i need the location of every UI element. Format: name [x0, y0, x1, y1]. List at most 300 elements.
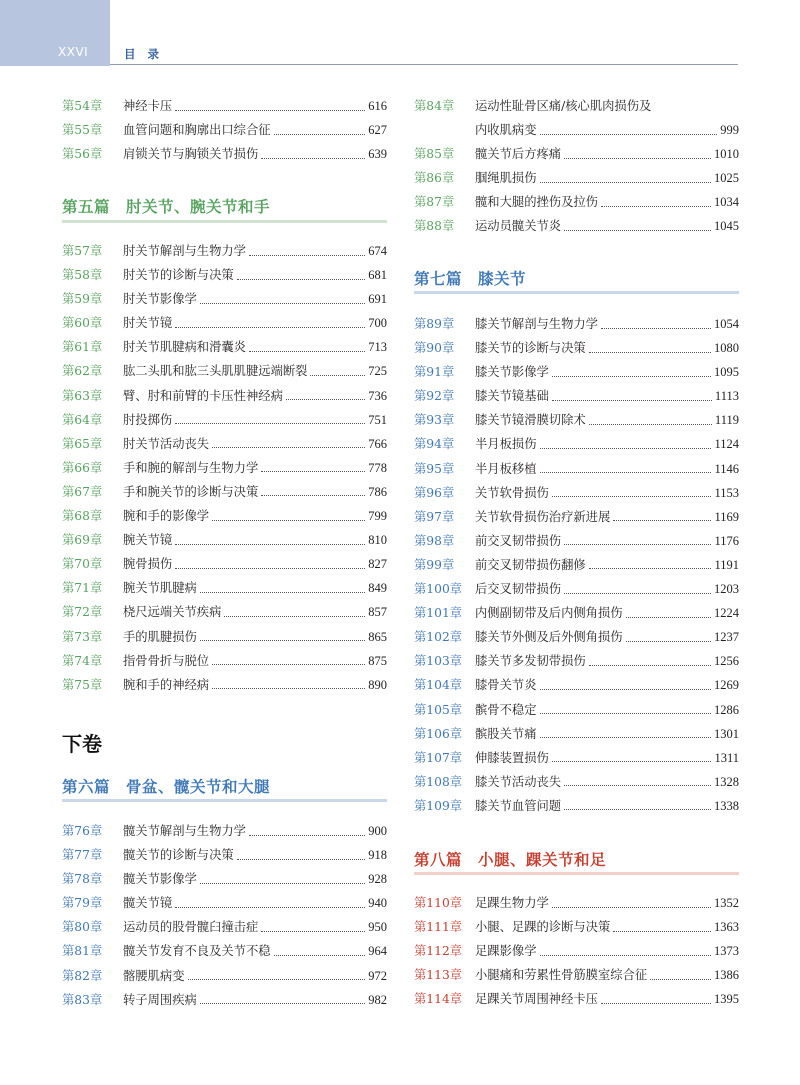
part5-list — [62, 239, 387, 697]
page-ref: 1338 — [714, 798, 739, 813]
toc-entry — [62, 964, 387, 988]
chapter-title: 肘投掷伤 — [123, 412, 173, 427]
chapter-title-continued: 内收肌病变 — [475, 123, 537, 138]
part6-label: 第六篇 — [62, 778, 111, 796]
chapter-number: 第98章 — [414, 533, 455, 548]
chapter-number: 第54章 — [62, 99, 103, 113]
chapter-title: 肘关节的诊断与决策 — [123, 268, 234, 283]
page-ref: 766 — [368, 436, 387, 451]
leader-dots — [564, 809, 711, 810]
page-ref: 1301 — [714, 726, 739, 741]
leader-dots — [175, 568, 365, 569]
chapter-title: 半月板移植 — [475, 461, 537, 476]
toc-entry-continuation — [414, 118, 739, 142]
part8-label: 第八篇 — [414, 851, 463, 869]
leader-dots — [564, 544, 711, 545]
leader-dots — [601, 1003, 711, 1004]
chapter-title: 髂腰肌病变 — [123, 968, 185, 983]
chapter-title: 手的肌腱损伤 — [123, 629, 197, 644]
page-ref: 1034 — [714, 195, 739, 210]
chapter-number: 第84章 — [414, 99, 455, 113]
page-ref: 857 — [368, 605, 387, 620]
part8-heading — [414, 848, 606, 870]
chapter-title: 膝关节外侧及后外侧角损伤 — [475, 630, 623, 645]
chapter-number: 第85章 — [414, 147, 455, 162]
chapter-title: 小腿痛和劳累性骨筋膜室综合征 — [475, 968, 648, 983]
chapter-number: 第111章 — [414, 920, 463, 935]
page-ref: 674 — [368, 244, 387, 258]
leader-dots — [212, 520, 365, 521]
chapter-title: 腕关节镜 — [123, 533, 173, 548]
page-ref: 1113 — [714, 389, 739, 404]
chapter-number: 第62章 — [62, 364, 103, 379]
chapter-number: 第93章 — [414, 413, 455, 428]
page-ref: 786 — [368, 484, 387, 499]
page-ref: 700 — [368, 316, 387, 331]
chapter-number: 第105章 — [414, 702, 463, 717]
part8-name: 小腿、踝关节和足 — [478, 851, 607, 869]
toc-entry — [414, 987, 739, 1011]
chapter-number: 第69章 — [62, 533, 103, 548]
chapter-number: 第65章 — [62, 436, 103, 451]
chapter-number: 第59章 — [62, 292, 103, 307]
page-ref: 639 — [368, 147, 387, 162]
chapter-number: 第83章 — [62, 992, 103, 1007]
chapter-title: 膝关节镜滑膜切除术 — [475, 413, 586, 428]
toc-entry — [414, 481, 739, 505]
toc-entry — [414, 939, 739, 963]
toc-entry — [62, 432, 387, 456]
toc-entry — [62, 528, 387, 552]
page-ref: 1124 — [714, 437, 739, 452]
leader-dots — [200, 303, 365, 304]
toc-entry — [62, 239, 387, 263]
toc-entry — [62, 819, 387, 843]
chapter-title: 膝关节镜基础 — [475, 389, 549, 404]
toc-entry — [62, 263, 387, 287]
leader-dots — [540, 472, 712, 473]
toc-entry — [414, 432, 739, 456]
page-ref: 1286 — [714, 702, 739, 717]
leader-dots — [249, 255, 365, 256]
chapter-number: 第72章 — [62, 605, 103, 620]
toc-entry — [62, 359, 387, 383]
chapter-title: 肘关节解剖与生物力学 — [123, 244, 246, 258]
page-ref: 1025 — [714, 171, 739, 186]
toc-entry — [62, 142, 387, 166]
chapter-number: 第74章 — [62, 653, 103, 668]
chapter-number: 第96章 — [414, 485, 455, 500]
leader-dots — [249, 351, 365, 352]
chapter-number: 第113章 — [414, 968, 463, 983]
leader-dots — [613, 520, 711, 521]
page-ref: 918 — [368, 848, 387, 863]
leader-dots — [601, 206, 711, 207]
leader-dots — [564, 230, 711, 231]
part5-label: 第五篇 — [62, 198, 111, 216]
chapter-title: 肘关节镜 — [123, 316, 173, 331]
chapter-title: 腕和手的影像学 — [123, 509, 210, 524]
chapter-title: 肘关节肌腱病和滑囊炎 — [123, 340, 246, 355]
chapter-number: 第92章 — [414, 389, 455, 404]
chapter-number: 第77章 — [62, 848, 103, 863]
chapter-title: 腕和手的神经病 — [123, 677, 210, 692]
toc-entry — [62, 480, 387, 504]
chapter-title: 腕关节肌腱病 — [123, 581, 197, 596]
chapter-title: 髋关节解剖与生物力学 — [123, 824, 246, 838]
toc-entry — [414, 649, 739, 673]
toc-entry — [414, 577, 739, 601]
part6-name: 骨盆、髋关节和大腿 — [126, 778, 271, 796]
toc-entry — [414, 457, 739, 481]
chapter-number: 第78章 — [62, 872, 103, 887]
chapter-number: 第94章 — [414, 437, 455, 452]
leader-dots — [564, 158, 711, 159]
leader-dots — [540, 448, 712, 449]
leader-dots — [200, 592, 365, 593]
page-ref: 900 — [368, 824, 387, 838]
leader-dots — [540, 182, 712, 183]
toc-entry — [62, 335, 387, 359]
toc-entry — [62, 94, 387, 118]
toc-entry — [414, 698, 739, 722]
page-ref: 799 — [368, 509, 387, 524]
page-ref: 691 — [368, 292, 387, 307]
page-ref: 778 — [368, 460, 387, 475]
chapter-number: 第97章 — [414, 509, 455, 524]
chapter-title: 半月板损伤 — [475, 437, 537, 452]
chapter-number: 第70章 — [62, 557, 103, 572]
part5-underline — [62, 220, 387, 223]
leader-dots — [650, 979, 711, 980]
leader-dots — [540, 955, 712, 956]
chapter-number: 第79章 — [62, 896, 103, 911]
page-ref: 810 — [368, 533, 387, 548]
leader-dots — [552, 761, 712, 762]
leader-dots — [564, 785, 711, 786]
page-ref: 1054 — [714, 317, 739, 331]
chapter-number: 第76章 — [62, 824, 103, 838]
chapter-number: 第89章 — [414, 317, 455, 331]
page-ref: 890 — [368, 677, 387, 692]
page-ref: 1095 — [714, 365, 739, 380]
page-ref: 849 — [368, 581, 387, 596]
part7-label: 第七篇 — [414, 270, 463, 288]
chapter-title: 指骨骨折与脱位 — [123, 653, 210, 668]
toc-entry — [62, 867, 387, 891]
leader-dots — [626, 641, 711, 642]
leader-dots — [552, 376, 711, 377]
toc-entry — [414, 505, 739, 529]
leader-dots — [540, 713, 712, 714]
chapter-title: 前交叉韧带损伤 — [475, 533, 562, 548]
chapter-number: 第103章 — [414, 654, 463, 669]
page-ref: 1395 — [714, 992, 739, 1007]
chapter-number: 第75章 — [62, 677, 103, 692]
page-ref: 1153 — [714, 485, 739, 500]
page-ref: 681 — [368, 268, 387, 283]
page-ref: 964 — [368, 944, 387, 959]
chapter-number: 第55章 — [62, 123, 103, 138]
leader-dots — [589, 568, 712, 569]
page-ref: 950 — [368, 920, 387, 935]
page-number-tab — [0, 0, 110, 66]
chapter-title: 髋和大腿的挫伤及拉伤 — [475, 195, 598, 210]
page-ref: 827 — [368, 557, 387, 572]
chapter-number: 第108章 — [414, 774, 463, 789]
chapter-number: 第60章 — [62, 316, 103, 331]
chapter-number: 第58章 — [62, 268, 103, 283]
chapter-title: 神经卡压 — [123, 99, 173, 113]
leader-dots — [175, 110, 365, 111]
toc-entry — [62, 552, 387, 576]
page-ref: 1363 — [714, 920, 739, 935]
page-ref: 865 — [368, 629, 387, 644]
chapter-title: 膝关节影像学 — [475, 365, 549, 380]
toc-entry — [62, 939, 387, 963]
chapter-title: 肘关节活动丧失 — [123, 436, 210, 451]
page-ref: 616 — [368, 99, 387, 113]
chapter-title: 小腿、足踝的诊断与决策 — [475, 920, 611, 935]
toc-entry — [414, 601, 739, 625]
toc-entry — [414, 142, 739, 166]
leader-dots — [564, 593, 711, 594]
toc-entry — [414, 770, 739, 794]
part7-name: 膝关节 — [478, 270, 527, 288]
chapter-title: 手和腕的解剖与生物力学 — [123, 460, 259, 475]
leader-dots — [175, 544, 365, 545]
chapter-title: 手和腕关节的诊断与决策 — [123, 484, 259, 499]
chapter-number: 第114章 — [414, 992, 463, 1007]
page-ref: 1146 — [714, 461, 739, 476]
leader-dots — [175, 327, 365, 328]
toc-entry — [414, 722, 739, 746]
leader-dots — [310, 375, 365, 376]
toc-entry — [414, 166, 739, 190]
page-ref: 1176 — [714, 533, 739, 548]
chapter-title: 髋关节发育不良及关节不稳 — [123, 944, 271, 959]
chapter-number: 第90章 — [414, 341, 455, 356]
leader-dots — [589, 424, 712, 425]
chapter-number: 第100章 — [414, 582, 463, 597]
toc-entry — [414, 746, 739, 770]
chapter-number: 第82章 — [62, 968, 103, 983]
part6-heading — [62, 775, 270, 797]
leader-dots — [188, 979, 366, 980]
chapter-number: 第66章 — [62, 460, 103, 475]
page-ref: 1080 — [714, 341, 739, 356]
toc-entry — [62, 673, 387, 697]
leader-dots — [589, 352, 711, 353]
chapter-number: 第104章 — [414, 678, 463, 693]
leader-dots — [261, 471, 365, 472]
leader-dots — [540, 134, 718, 135]
leader-dots — [261, 158, 365, 159]
part5-heading — [62, 195, 270, 217]
page-ref: 1269 — [714, 678, 739, 693]
page-ref: 1386 — [714, 968, 739, 983]
leader-dots — [175, 907, 365, 908]
leader-dots — [200, 640, 365, 641]
part7-underline — [414, 291, 739, 294]
chapter-title: 腘绳肌损伤 — [475, 171, 537, 186]
page-ref: 1203 — [714, 582, 739, 597]
toc-entry — [62, 384, 387, 408]
chapter-number: 第95章 — [414, 461, 455, 476]
page-ref: 1237 — [714, 630, 739, 645]
chapter-title: 臂、肘和前臂的卡压性神经病 — [123, 388, 283, 403]
leader-dots — [626, 617, 711, 618]
page-ref: 1256 — [714, 654, 739, 669]
page-ref: 627 — [368, 123, 387, 138]
chapter-number: 第86章 — [414, 171, 455, 186]
chapter-title: 运动员的股骨髋臼撞击症 — [123, 920, 259, 935]
page-ref: 875 — [368, 653, 387, 668]
toc-entry — [62, 988, 387, 1012]
leader-dots — [212, 688, 365, 689]
page-ref: 1045 — [714, 219, 739, 234]
chapter-title: 足踝生物力学 — [475, 896, 549, 910]
toc-entry — [62, 625, 387, 649]
chapter-title: 膝关节解剖与生物力学 — [475, 317, 598, 331]
chapter-number: 第110章 — [414, 896, 463, 910]
leader-dots — [261, 495, 365, 496]
toc-entry — [414, 553, 739, 577]
chapter-number: 第107章 — [414, 750, 463, 765]
chapter-title: 膝关节多发韧带损伤 — [475, 654, 586, 669]
chapter-number: 第80章 — [62, 920, 103, 935]
toc-entry — [414, 312, 739, 336]
volume-heading: 下卷 — [62, 732, 102, 756]
leader-dots — [200, 1003, 365, 1004]
page-ref: 999 — [720, 123, 739, 138]
right-top-list — [414, 94, 739, 239]
part6-underline — [62, 799, 387, 802]
chapter-number: 第63章 — [62, 388, 103, 403]
chapter-title: 伸膝装置损伤 — [475, 750, 549, 765]
chapter-number: 第109章 — [414, 798, 463, 813]
page-ref: 1311 — [714, 750, 739, 765]
chapter-title: 运动性耻骨区痛/核心肌肉损伤及 — [475, 99, 652, 113]
leader-dots — [175, 423, 365, 424]
toc-entry — [414, 794, 739, 818]
toc-entry — [62, 891, 387, 915]
chapter-title: 肘关节影像学 — [123, 292, 197, 307]
toc-entry — [62, 311, 387, 335]
part7-list — [414, 312, 739, 818]
chapter-title: 髋关节镜 — [123, 896, 173, 911]
toc-entry — [62, 649, 387, 673]
toc-entry — [62, 408, 387, 432]
leader-dots — [200, 883, 365, 884]
leader-dots — [540, 737, 712, 738]
chapter-title: 髌骨不稳定 — [475, 702, 537, 717]
chapter-number: 第61章 — [62, 340, 103, 355]
toc-entry — [414, 963, 739, 987]
toc-entry — [62, 287, 387, 311]
toc-entry — [62, 118, 387, 142]
page-ref: 1010 — [714, 147, 739, 162]
page-ref: 1191 — [714, 557, 739, 572]
leader-dots — [552, 400, 712, 401]
chapter-title: 膝关节的诊断与决策 — [475, 341, 586, 356]
chapter-number: 第57章 — [62, 244, 103, 258]
chapter-number: 第67章 — [62, 484, 103, 499]
chapter-title: 转子周围疾病 — [123, 992, 197, 1007]
chapter-title: 髋关节后方疼痛 — [475, 147, 562, 162]
chapter-title: 膝关节血管问题 — [475, 798, 562, 813]
leader-dots — [540, 689, 712, 690]
chapter-title: 运动员髋关节炎 — [475, 219, 562, 234]
toc-entry — [414, 529, 739, 553]
leader-dots — [237, 279, 366, 280]
page-ref: 982 — [368, 992, 387, 1007]
chapter-title: 桡尺远端关节疾病 — [123, 605, 222, 620]
chapter-title: 膝骨关节炎 — [475, 678, 537, 693]
chapter-number: 第71章 — [62, 581, 103, 596]
left-top-list — [62, 94, 387, 166]
leader-dots — [261, 931, 365, 932]
toc-entry — [62, 456, 387, 480]
chapter-title: 后交叉韧带损伤 — [475, 582, 562, 597]
part8-list — [414, 891, 739, 1011]
toc-entry — [414, 360, 739, 384]
page-ref: 725 — [368, 364, 387, 379]
toc-entry — [414, 94, 739, 118]
toc-entry — [62, 576, 387, 600]
page-header — [0, 0, 800, 66]
toc-entry — [414, 891, 739, 915]
chapter-number: 第73章 — [62, 629, 103, 644]
page-ref: 1328 — [714, 774, 739, 789]
toc-entry — [62, 915, 387, 939]
leader-dots — [212, 664, 365, 665]
page-ref: 1169 — [714, 509, 739, 524]
leader-dots — [274, 955, 366, 956]
part5-name: 肘关节、腕关节和手 — [126, 198, 271, 216]
chapter-number: 第88章 — [414, 219, 455, 234]
chapter-title: 血管问题和胸廓出口综合征 — [123, 123, 271, 138]
chapter-title: 髋关节的诊断与决策 — [123, 848, 234, 863]
toc-entry — [414, 408, 739, 432]
toc-entry — [414, 384, 739, 408]
part7-heading — [414, 267, 526, 289]
running-title: 目 录 — [124, 47, 164, 61]
page-ref: 1352 — [714, 896, 739, 910]
toc-entry — [414, 190, 739, 214]
chapter-number: 第101章 — [414, 606, 463, 621]
chapter-title: 肱二头肌和肱三头肌肌腱远端断裂 — [123, 364, 308, 379]
chapter-title: 髌股关节痛 — [475, 726, 537, 741]
toc-entry — [62, 600, 387, 624]
chapter-title: 髋关节影像学 — [123, 872, 197, 887]
toc-entry — [414, 625, 739, 649]
chapter-number: 第106章 — [414, 726, 463, 741]
leader-dots — [601, 328, 711, 329]
chapter-title: 关节软骨损伤治疗新进展 — [475, 509, 611, 524]
chapter-title: 关节软骨损伤 — [475, 485, 549, 500]
page-ref: 751 — [368, 412, 387, 427]
toc-entry — [62, 504, 387, 528]
leader-dots — [589, 665, 711, 666]
leader-dots — [237, 859, 366, 860]
leader-dots — [552, 907, 711, 908]
leader-dots — [552, 496, 712, 497]
leader-dots — [212, 447, 365, 448]
toc-entry — [414, 673, 739, 697]
toc-entry — [414, 214, 739, 238]
header-rule — [110, 64, 738, 65]
